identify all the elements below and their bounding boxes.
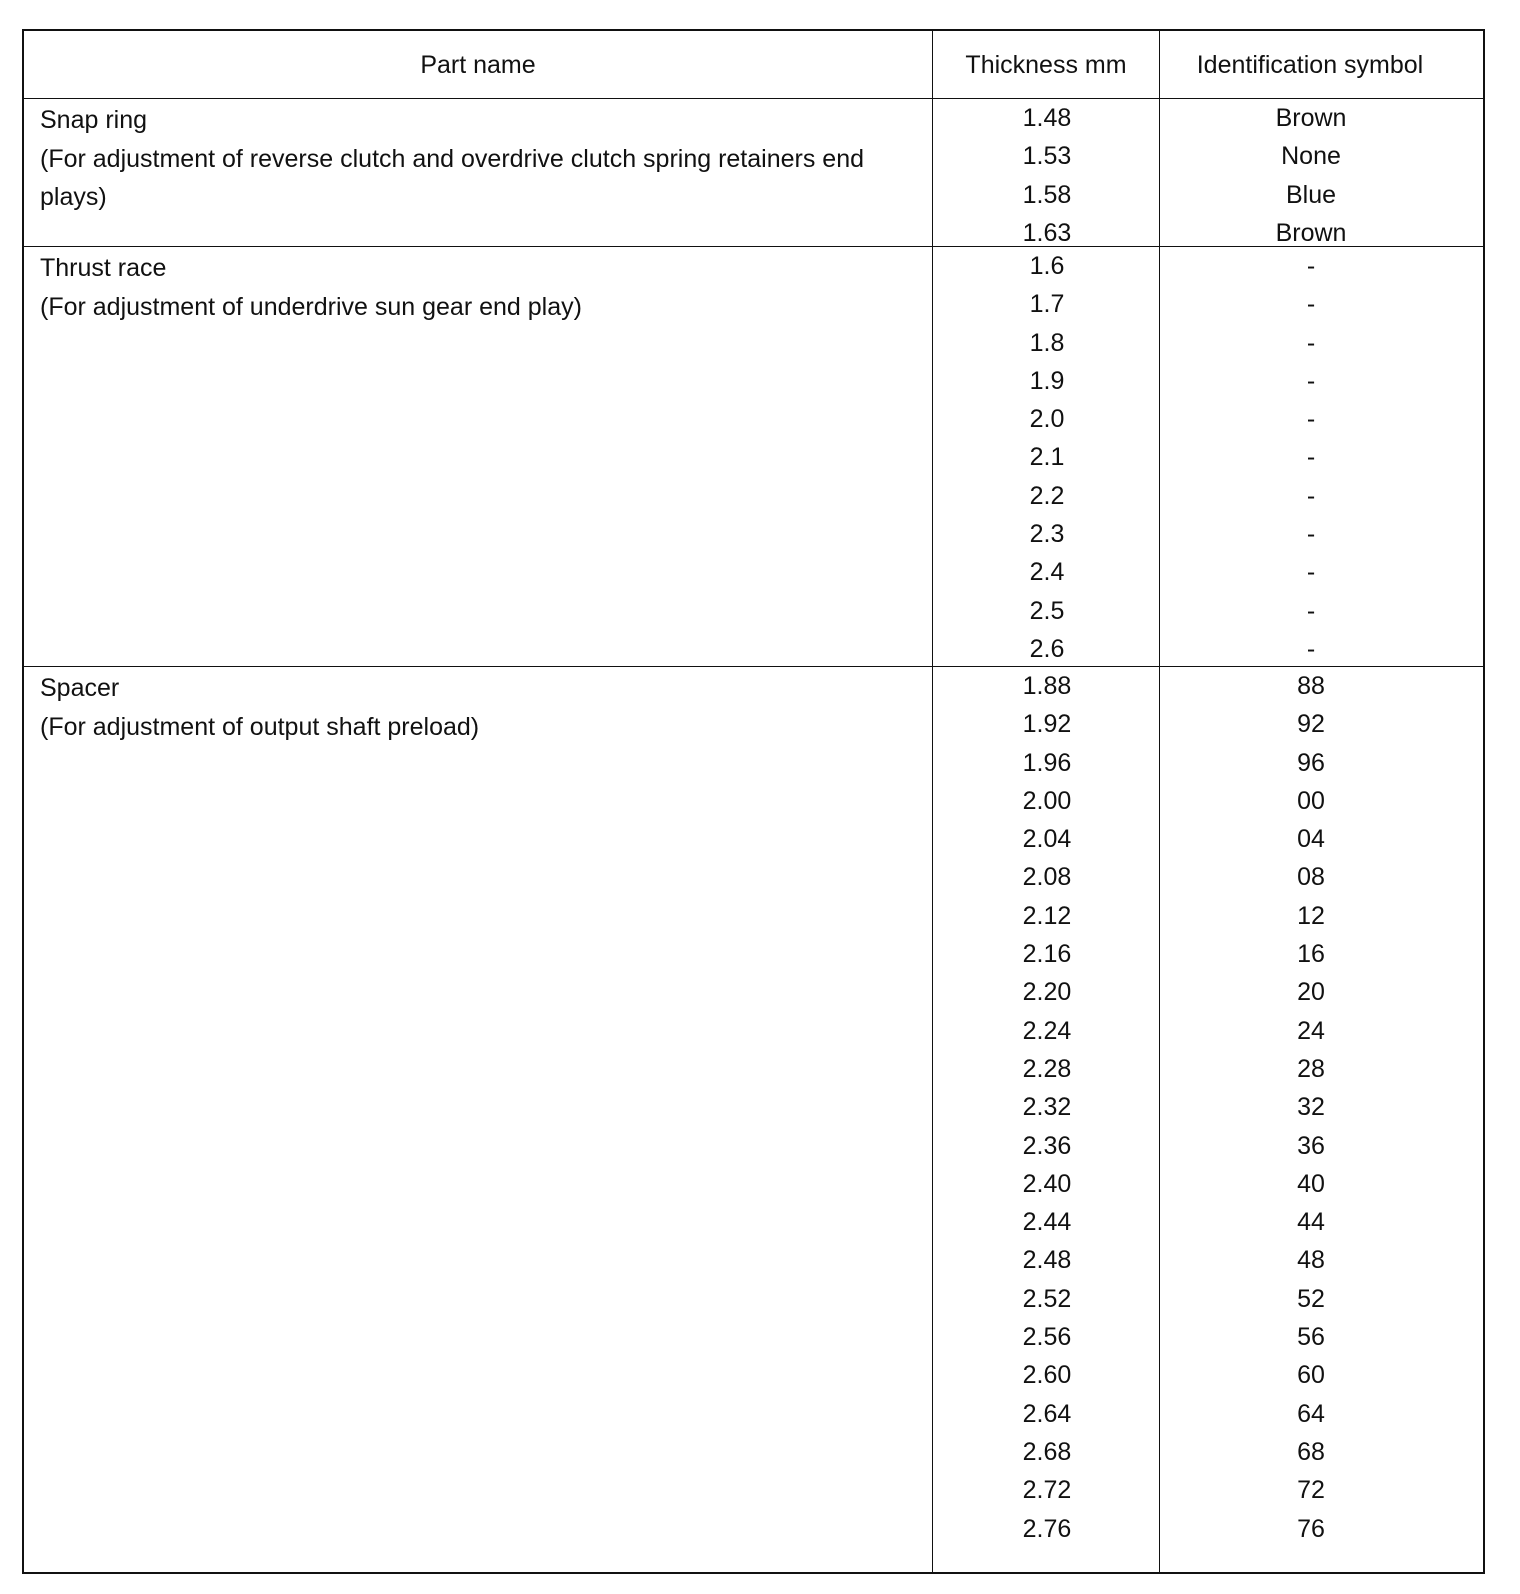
thickness-value: 2.36 bbox=[1022, 1131, 1072, 1160]
identification-symbol: 48 bbox=[1297, 1246, 1325, 1275]
thickness-value: 1.96 bbox=[1022, 748, 1072, 777]
identification-symbol: 20 bbox=[1297, 978, 1325, 1007]
thickness-value: 2.64 bbox=[1022, 1399, 1072, 1428]
table-row bbox=[24, 324, 1483, 362]
identification-symbol: Brown bbox=[1275, 104, 1347, 132]
identification-symbol: 04 bbox=[1297, 825, 1325, 854]
value-rows bbox=[24, 247, 1483, 668]
table-row bbox=[24, 744, 1483, 782]
identification-symbol: - bbox=[1306, 443, 1316, 472]
table-row bbox=[24, 1356, 1483, 1394]
table-row bbox=[24, 362, 1483, 400]
thickness-value: 2.48 bbox=[1022, 1246, 1072, 1275]
header-thickness bbox=[933, 31, 1159, 99]
group-spacer bbox=[24, 667, 1483, 1572]
table-row bbox=[24, 477, 1483, 515]
table-row bbox=[24, 99, 1483, 137]
identification-symbol: 00 bbox=[1297, 786, 1325, 815]
identification-symbol: 60 bbox=[1297, 1361, 1325, 1390]
table-row bbox=[24, 782, 1483, 820]
table-row bbox=[24, 1395, 1483, 1433]
thickness-value: 2.76 bbox=[1022, 1514, 1072, 1543]
table-row bbox=[24, 820, 1483, 858]
thickness-value: 2.2 bbox=[1029, 481, 1065, 510]
header-part-name bbox=[24, 31, 932, 99]
thickness-value: 2.6 bbox=[1029, 634, 1065, 663]
table-row bbox=[24, 1012, 1483, 1050]
identification-symbol: 64 bbox=[1297, 1399, 1325, 1428]
thickness-value: 2.3 bbox=[1029, 520, 1065, 549]
thickness-value: 2.0 bbox=[1029, 405, 1065, 434]
identification-symbol: 92 bbox=[1297, 710, 1325, 739]
thickness-value: 2.32 bbox=[1022, 1093, 1072, 1122]
table-row bbox=[24, 176, 1483, 214]
header-identification-label: Identification symbol bbox=[1196, 50, 1424, 79]
thickness-value: 1.48 bbox=[1022, 104, 1072, 132]
thickness-value: 2.00 bbox=[1022, 786, 1072, 815]
thickness-value: 2.56 bbox=[1022, 1323, 1072, 1352]
table-row bbox=[24, 1471, 1483, 1509]
thickness-value: 2.40 bbox=[1022, 1169, 1072, 1198]
thickness-value: 1.53 bbox=[1022, 142, 1072, 171]
part-title: Spacer bbox=[40, 674, 120, 702]
identification-symbol: 28 bbox=[1297, 1054, 1325, 1083]
thickness-value: 1.6 bbox=[1029, 252, 1065, 280]
thickness-value: 2.28 bbox=[1022, 1054, 1072, 1083]
identification-symbol: - bbox=[1306, 634, 1316, 663]
identification-symbol: - bbox=[1306, 328, 1316, 357]
identification-symbol: - bbox=[1306, 596, 1316, 625]
part-description: (For adjustment of output shaft preload) bbox=[40, 712, 480, 741]
table-row bbox=[24, 935, 1483, 973]
thickness-value: 2.5 bbox=[1029, 596, 1065, 625]
identification-symbol: - bbox=[1306, 252, 1316, 280]
table-row bbox=[24, 705, 1483, 743]
thickness-value: 2.04 bbox=[1022, 825, 1072, 854]
identification-symbol: - bbox=[1306, 290, 1316, 319]
thickness-value: 2.1 bbox=[1029, 443, 1065, 472]
identification-symbol: - bbox=[1306, 558, 1316, 587]
header-identification bbox=[1160, 31, 1460, 99]
thickness-value: 1.8 bbox=[1029, 328, 1065, 357]
header-thickness-label: Thickness mm bbox=[965, 50, 1127, 79]
identification-symbol: - bbox=[1306, 481, 1316, 510]
value-rows bbox=[24, 99, 1483, 252]
identification-symbol: 68 bbox=[1297, 1437, 1325, 1466]
table-row bbox=[24, 438, 1483, 476]
identification-symbol: 36 bbox=[1297, 1131, 1325, 1160]
thickness-value: 2.44 bbox=[1022, 1208, 1072, 1237]
part-description: (For adjustment of underdrive sun gear end play) bbox=[40, 292, 582, 321]
identification-symbol: 56 bbox=[1297, 1323, 1325, 1352]
table-row bbox=[24, 858, 1483, 896]
table-row bbox=[24, 1088, 1483, 1126]
identification-symbol: None bbox=[1281, 142, 1341, 171]
part-title: Snap ring bbox=[40, 106, 148, 134]
table-row bbox=[24, 1241, 1483, 1279]
identification-symbol: 24 bbox=[1297, 1016, 1325, 1045]
table-row bbox=[24, 1433, 1483, 1471]
table-row bbox=[24, 1203, 1483, 1241]
thickness-value: 2.60 bbox=[1022, 1361, 1072, 1390]
identification-symbol: 72 bbox=[1297, 1476, 1325, 1505]
thickness-value: 1.88 bbox=[1022, 672, 1072, 700]
table-row bbox=[24, 1280, 1483, 1318]
table-row bbox=[24, 592, 1483, 630]
identification-symbol: Blue bbox=[1285, 180, 1337, 209]
table-row bbox=[24, 400, 1483, 438]
thickness-value: 2.68 bbox=[1022, 1437, 1072, 1466]
identification-symbol: 40 bbox=[1297, 1169, 1325, 1198]
table-row bbox=[24, 515, 1483, 553]
part-title: Thrust race bbox=[40, 254, 167, 282]
value-rows bbox=[24, 667, 1483, 1548]
thickness-value: 1.63 bbox=[1022, 218, 1072, 247]
thickness-value: 1.58 bbox=[1022, 180, 1072, 209]
table-row bbox=[24, 1165, 1483, 1203]
identification-symbol: 16 bbox=[1297, 940, 1325, 969]
identification-symbol: 52 bbox=[1297, 1284, 1325, 1313]
identification-symbol: Brown bbox=[1275, 218, 1347, 247]
identification-symbol: 76 bbox=[1297, 1514, 1325, 1543]
table-row bbox=[24, 137, 1483, 175]
table-row bbox=[24, 630, 1483, 668]
thickness-value: 1.92 bbox=[1022, 710, 1072, 739]
identification-symbol: 12 bbox=[1297, 901, 1325, 930]
identification-symbol: 88 bbox=[1297, 672, 1325, 700]
group-snap-ring bbox=[24, 99, 1483, 246]
identification-symbol: - bbox=[1306, 405, 1316, 434]
table-row bbox=[24, 1318, 1483, 1356]
table-row bbox=[24, 247, 1483, 285]
part-description: (For adjustment of reverse clutch and overdrive clutch spring retainers end plays) bbox=[40, 144, 864, 211]
identification-symbol: 32 bbox=[1297, 1093, 1325, 1122]
table-row bbox=[24, 1510, 1483, 1548]
identification-symbol: 44 bbox=[1297, 1208, 1325, 1237]
thickness-value: 2.20 bbox=[1022, 978, 1072, 1007]
identification-symbol: - bbox=[1306, 520, 1316, 549]
table-row bbox=[24, 553, 1483, 591]
thickness-value: 2.4 bbox=[1029, 558, 1065, 587]
thickness-value: 2.12 bbox=[1022, 901, 1072, 930]
spec-table bbox=[22, 29, 1485, 1574]
table-row bbox=[24, 667, 1483, 705]
identification-symbol: 96 bbox=[1297, 748, 1325, 777]
table-row bbox=[24, 1127, 1483, 1165]
thickness-value: 1.7 bbox=[1029, 290, 1065, 319]
thickness-value: 2.16 bbox=[1022, 940, 1072, 969]
table-row bbox=[24, 897, 1483, 935]
group-thrust-race bbox=[24, 247, 1483, 666]
table-row bbox=[24, 973, 1483, 1011]
thickness-value: 1.9 bbox=[1029, 366, 1065, 395]
thickness-value: 2.52 bbox=[1022, 1284, 1072, 1313]
thickness-value: 2.08 bbox=[1022, 863, 1072, 892]
header-part-name-label: Part name bbox=[420, 50, 536, 79]
thickness-value: 2.72 bbox=[1022, 1476, 1072, 1505]
identification-symbol: - bbox=[1306, 366, 1316, 395]
thickness-value: 2.24 bbox=[1022, 1016, 1072, 1045]
table-row bbox=[24, 285, 1483, 323]
table-row bbox=[24, 1050, 1483, 1088]
identification-symbol: 08 bbox=[1297, 863, 1325, 892]
